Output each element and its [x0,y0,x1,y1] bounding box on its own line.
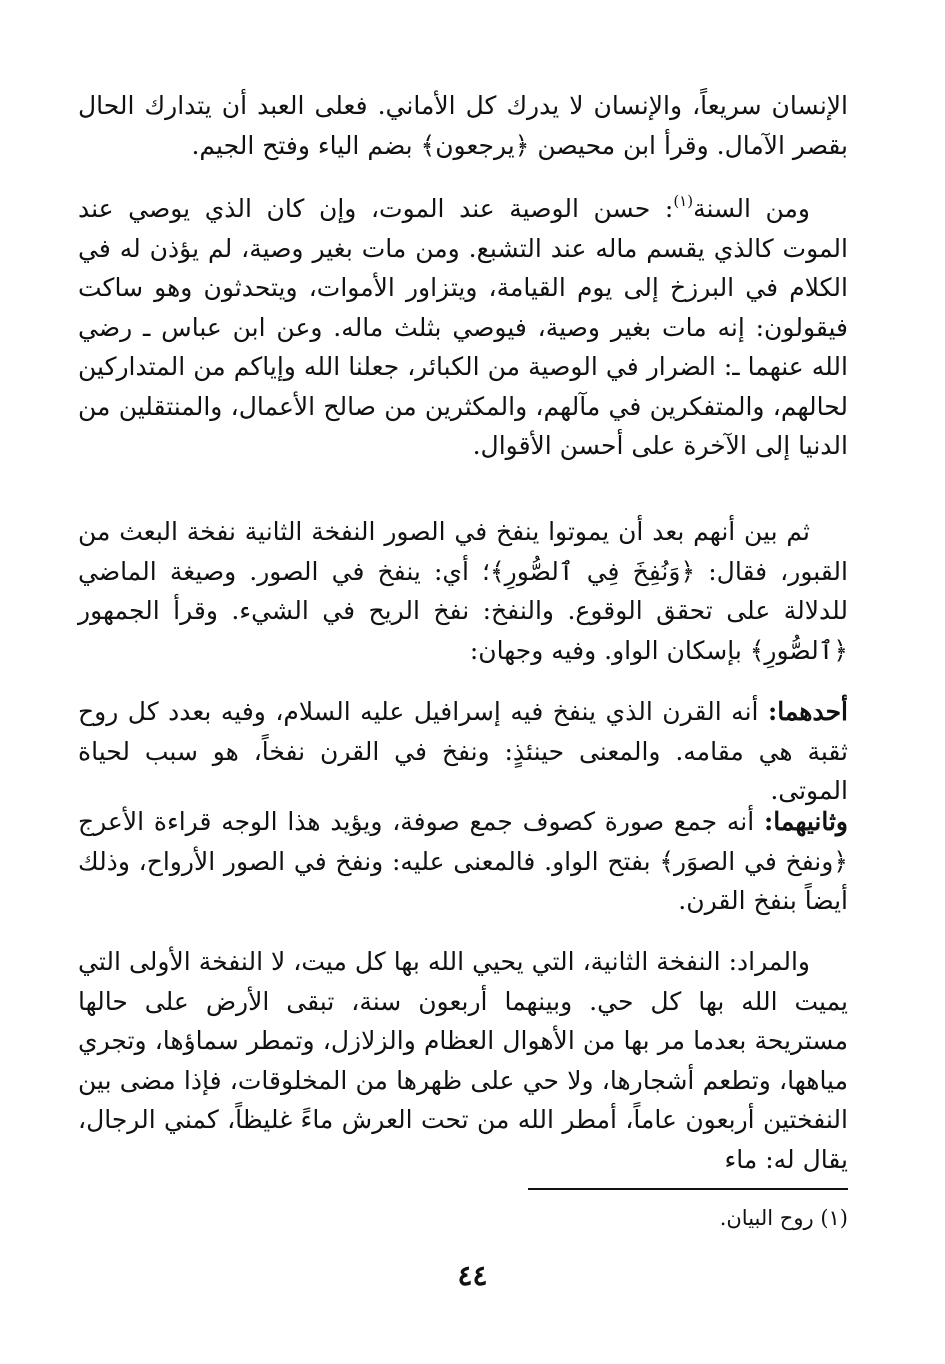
footnote-divider [528,1188,848,1190]
second-view-body: أنه جمع صورة كصوف جمع صوفة، ويؤيد هذا الوجه قراءة الأعرج ﴿ونفخ في الصوَر﴾ بفتح الواو. فالمعنى عليه: ونفخ في الصور الأرواح، وذلك أيضاً بنفخ القرن. [78,807,848,915]
paragraph-sunnah-start: ومن السنة [693,194,810,223]
footnote [78,1201,848,1235]
paragraph-meaning: والمراد: النفخة الثانية، التي يحيي الله بها كل ميت، لا النفخة الأولى التي يميت الله بها كل حي. وبينهما أربعون سنة، تبقى الأرض على حالها مستريحة بعدما مر بها من الأهوال العظام والزلازل، وتمطر سماؤها، وتجري مياهها، وتطعم أشجارها، ولا حي على ظهرها من المخلوقات، فإذا مضى بين النفختين أربعون عاماً، أمطر الله من تحت العرش ماءً غليظاً، كمني الرجال، يقال له: ماء [78,947,848,1174]
first-view-body: أنه القرن الذي ينفخ فيه إسرافيل عليه السلام، وفيه بعدد كل روح ثقبة هي مقامه. والمعنى حينئذٍ: ونفخ في القرن نفخاً، هو سبب لحياة الموتى. [78,697,848,805]
first-view-heading: أحدهما: [767,697,848,726]
paragraph-second-blowing: ثم بين أنهم بعد أن يموتوا ينفخ في الصور النفخة الثانية نفخة البعث من القبور، فقال: ﴿وَنُفِخَ فِي ٱلصُّورِ﴾؛ أي: ينفخ في الصور. وصيغة الماضي للدلالة على تحقق الوقوع. والنفخ: نفخ الريح في الشيء. وقرأ الجمهور ﴿ٱلصُّورِ﴾ بإسكان الواو. وفيه وجهان: [78,517,848,665]
paragraph-first-view [78,692,848,811]
footnote-text: روح البيان. [719,1206,814,1230]
paragraph-second-view [78,802,848,921]
paragraph-continuation: الإنسان سريعاً، والإنسان لا يدرك كل الأماني. فعلى العبد أن يتدارك الحال بقصر الآمال. وقرأ ابن محيصن ﴿يرجعون﴾ بضم الياء وفتح الجيم. [78,91,848,160]
footnote-marker: (١) [820,1206,848,1230]
paragraph-sunnah-rest: : حسن الوصية عند الموت، وإن كان الذي يوصي عند الموت كالذي يقسم ماله عند التشبع. ومن مات بغير وصية، لم يؤذن له في الكلام في البرزخ إلى يوم القيامة، ويتزاور الأموات، ويتحدثون وهو ساكت فيقولون: إنه مات بغير وصية، فيوصي بثلث ماله. وعن ابن عباس ـ رضي الله عنهما ـ: الضرار في الوصية من الكبائر، جعلنا الله وإياكم من المتداركين لحالهم، والمتفكرين في مآلهم، والمكثرين من صالح الأعمال، والمنتقلين من الدنيا إلى الآخرة على أحسن الأقوال. [78,194,848,460]
paragraph-sunnah [78,189,848,466]
page-number: ٤٤ [457,1259,488,1292]
footnote-reference: (١) [673,192,694,210]
second-view-heading: وثانيهما: [764,807,848,836]
